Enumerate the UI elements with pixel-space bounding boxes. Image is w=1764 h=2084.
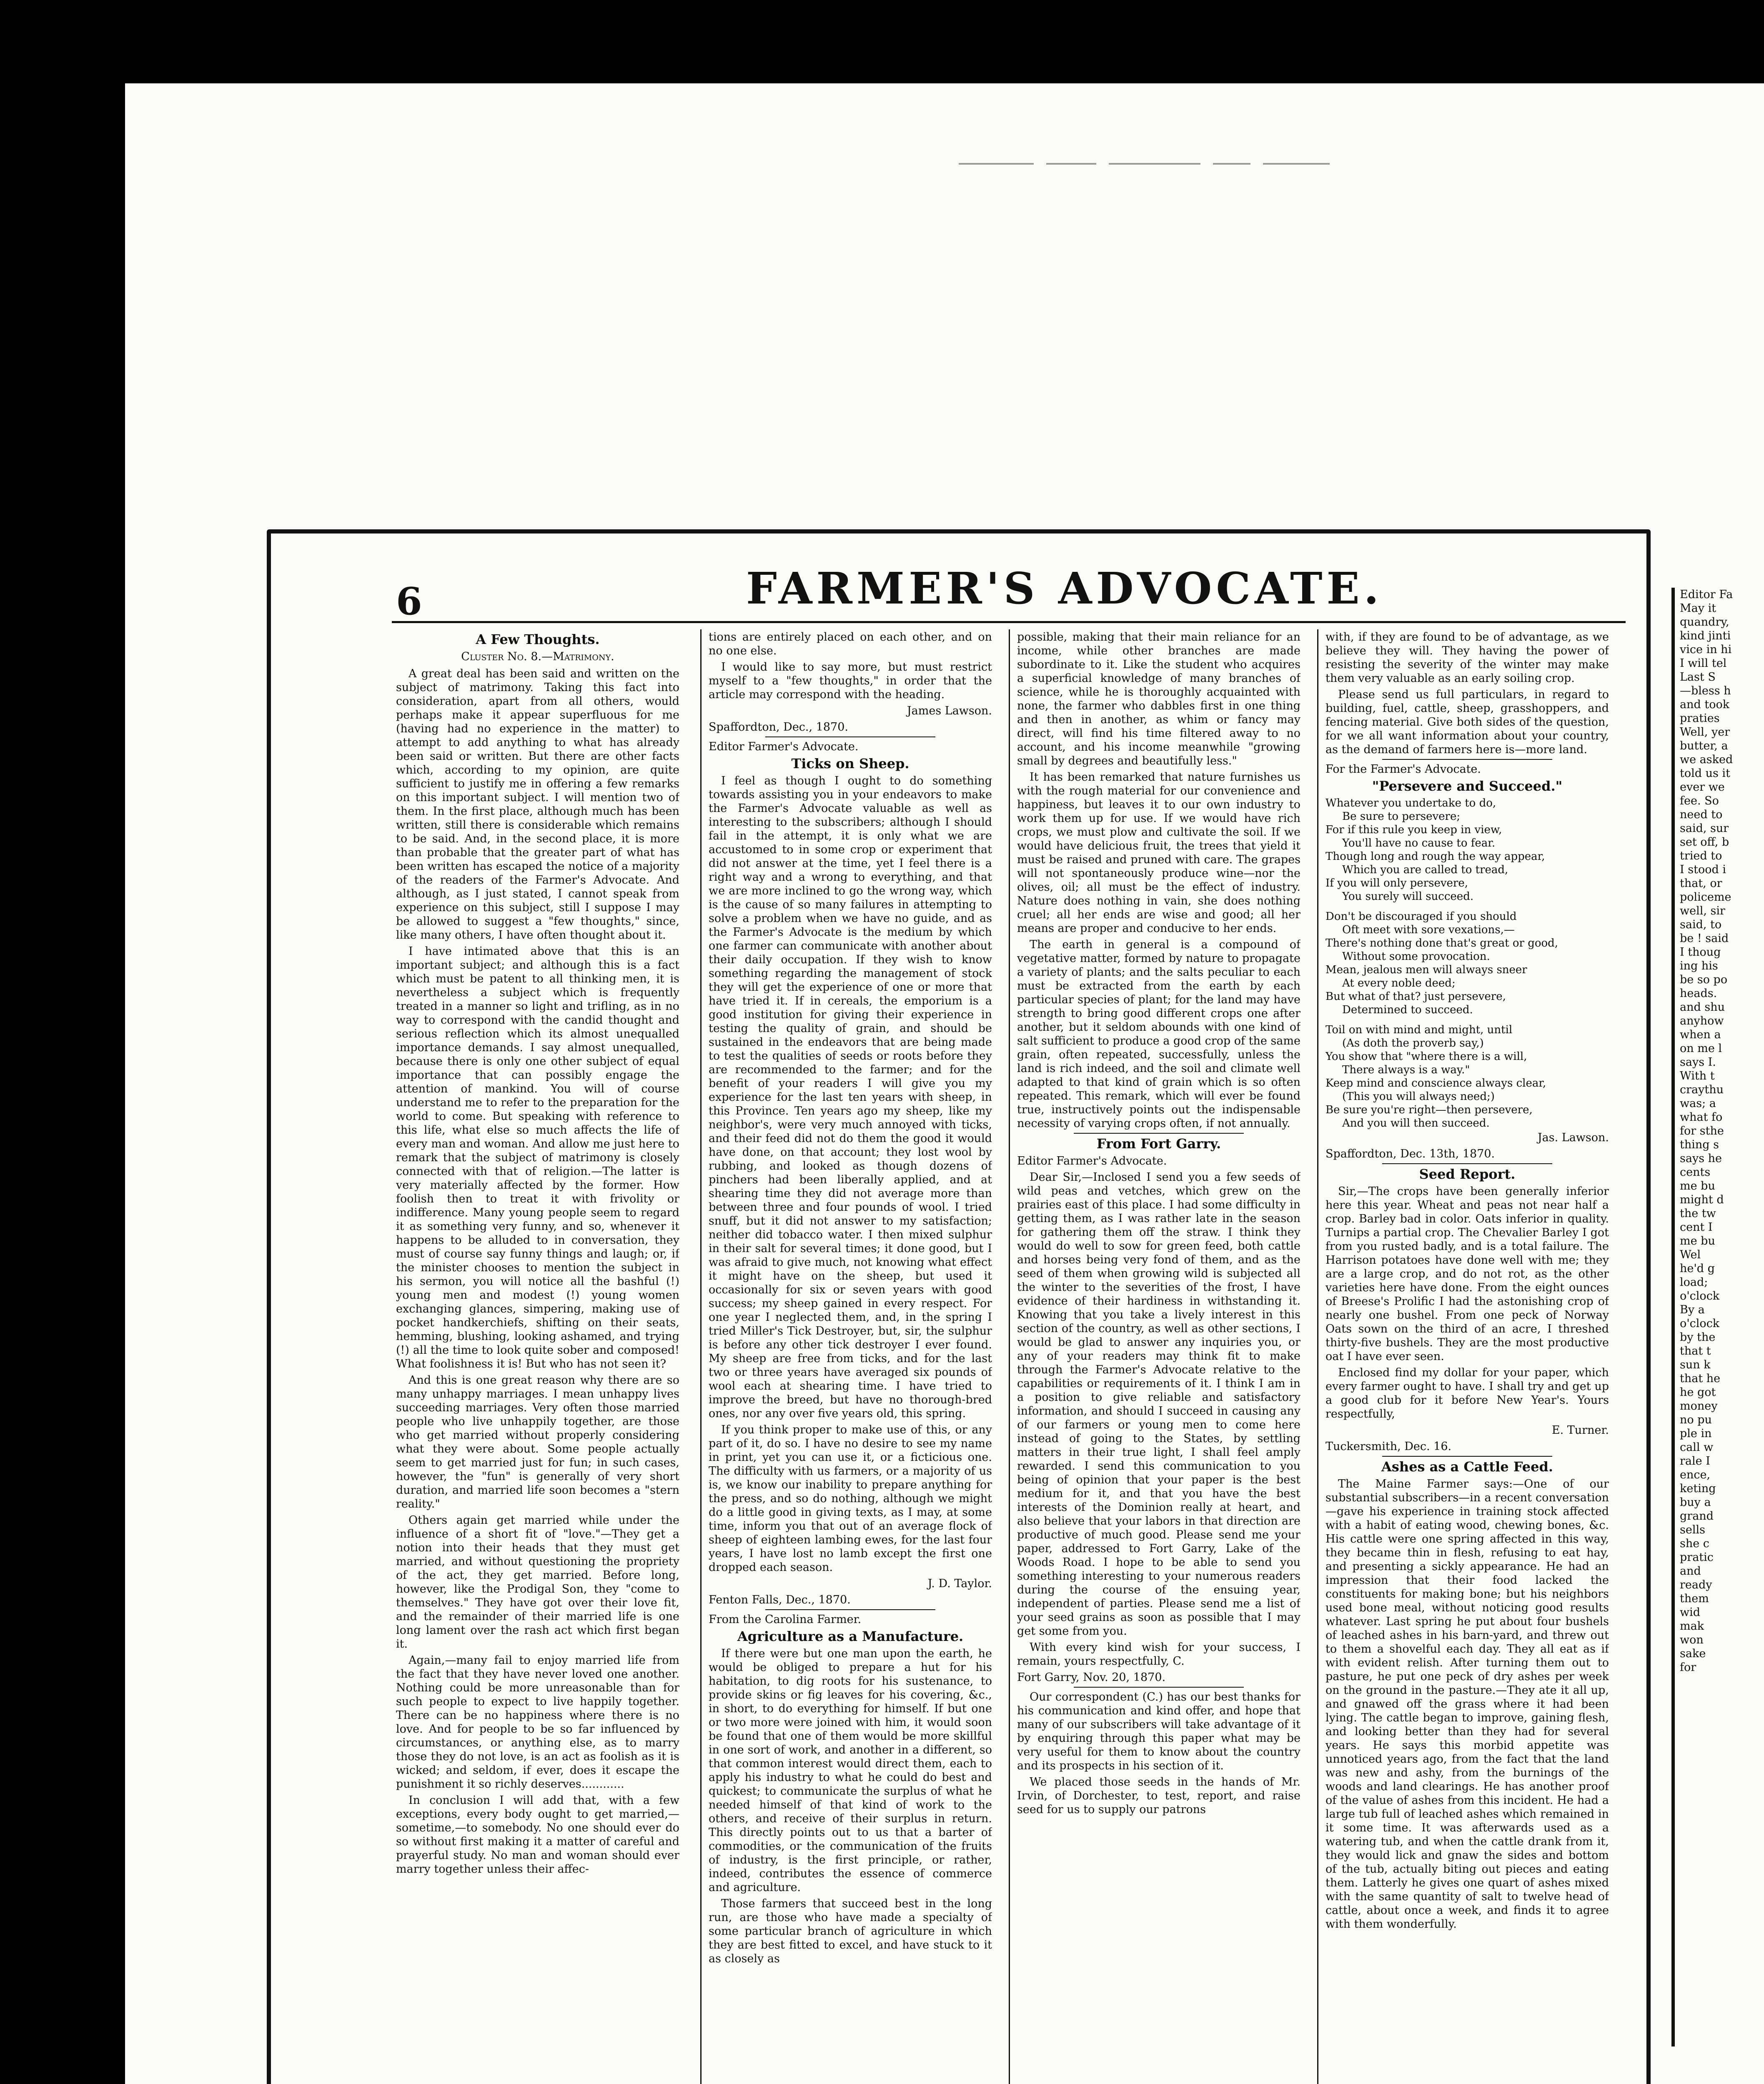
poem-line: Determined to succeed. — [1342, 1004, 1473, 1016]
film-edge-left — [0, 0, 125, 2084]
strip-line: me bu — [1680, 1180, 1715, 1192]
strip-line: was; a — [1680, 1097, 1716, 1110]
strip-line: anyhow — [1680, 1014, 1724, 1027]
poem — [1326, 797, 1609, 1130]
strip-line: said, to — [1680, 918, 1722, 931]
paragraph: Please send us full particulars, in regard to building, fuel, cattle, sheep, grasshoppers, and fencing material. Give both sides of the question, for we all want information about your country, as the demand of farmers here is—more land. — [1326, 688, 1609, 756]
separator — [765, 736, 935, 737]
paragraph: I would like to say more, but must restrict myself to a "few thoughts," in order that the article may correspond with the heading. — [709, 661, 992, 701]
poem-line: Be sure you're right—then persevere, — [1326, 1104, 1533, 1116]
poem-line: Be sure to persevere; — [1342, 810, 1461, 823]
strip-line: o'clock — [1680, 1317, 1720, 1330]
editor-line: Editor Farmer's Advocate. — [709, 740, 859, 753]
strip-line: me bu — [1680, 1235, 1715, 1247]
dateline: Spaffordton, Dec. 13th, 1870. — [1326, 1147, 1495, 1160]
paragraph: with, if they are found to be of advantage, as we believe they will. They having the power of resisting the severity of the winter may make them very valuable as an early soiling crop. — [1326, 631, 1609, 685]
strip-line: said, sur — [1680, 822, 1729, 835]
article-title: From Fort Garry. — [1096, 1136, 1221, 1152]
strip-line: With t — [1680, 1070, 1715, 1082]
strip-line: sake — [1680, 1647, 1706, 1660]
strip-line: on me l — [1680, 1042, 1722, 1055]
strip-line: vice in hi — [1680, 643, 1732, 656]
poem-line: Toil on with mind and might, until — [1326, 1024, 1513, 1036]
strip-line: sun k — [1680, 1358, 1711, 1371]
paragraph: possible, making that their main reliance for an income, while other branches are made subordinate to it. Like the student who acquires a superficial knowledge of many branches of science, while he is thoroughly acquainted with none, the farmer who dabbles first in one thing and then in another, as whim or fancy may direct, will find his time filtered away to no account, and his income meanwhile "growing small by degrees and beautifully less." — [1017, 631, 1300, 767]
strip-line: by the — [1680, 1331, 1716, 1344]
source-line: From the Carolina Farmer. — [709, 1613, 862, 1626]
poem-line: You surely will succeed. — [1342, 890, 1474, 903]
paragraph: Others again get married while under the influence of a short fit of "love."—They get a notion into their heads that they must get married, and without questioning the propriety of the act, they get married. Before long, however, like the Prodigal Son, they "come to themselves." They have got over their love fit, and the remainder of their married life is one long lament over the rash act which first began it. — [396, 1514, 679, 1651]
strip-line: kind jinti — [1680, 629, 1731, 642]
column-2 — [709, 629, 992, 2084]
poem-line: But what of that? just persevere, — [1326, 990, 1506, 1003]
strip-line: ple in — [1680, 1427, 1712, 1440]
strip-line: ready — [1680, 1578, 1712, 1591]
strip-line: craythu — [1680, 1083, 1724, 1096]
paragraph: Those farmers that succeed best in the long run, are those who have made a specialty of some particular branch of agriculture in which they are best fitted to excel, and have stuck to it as closely as — [709, 1897, 992, 1965]
paragraph: In conclusion I will add that, with a few exceptions, every body ought to get married,—sometime,—to somebody. No one should ever do so without first making it a matter of careful and prayerful study. No man and woman should ever marry together unless their affec- — [396, 1794, 679, 1876]
paragraph: With every kind wish for your success, I remain, yours respectfully, C. — [1017, 1641, 1300, 1668]
strip-line: cents — [1680, 1166, 1711, 1179]
strip-line: I will tel — [1680, 657, 1727, 670]
poem-line: Don't be discouraged if you should — [1326, 910, 1517, 923]
strip-line: won — [1680, 1633, 1704, 1646]
separator — [1074, 1133, 1244, 1134]
article-title: Ashes as a Cattle Feed. — [1381, 1459, 1553, 1475]
strip-line: rale I — [1680, 1455, 1710, 1468]
poem-line: And you will then succeed. — [1342, 1117, 1490, 1130]
poem-line: You'll have no cause to fear. — [1342, 837, 1496, 849]
poem-line: Oft meet with sore vexations,— — [1342, 924, 1515, 936]
paragraph: The Maine Farmer says:—One of our substantial subscribers—in a recent conversation—gave his experience in training stock affected with a habit of eating wood, chewing bones, &c. His cattle were one spring affected in this way, they became thin in flesh, refusing to eat hay, and presenting a sickly appearance. He had an impression that their food lacked the constituents for making bone; but his neighbors used bone meal, without noticing good results whatever. Last spring he put about four bushels of leached ashes in his barn-yard, and threw out to them a shovelful each day. They all eat as if with evident relish. After turning them out to pasture, he put one peck of dry ashes per week on the ground in the pasture.—They ate it all up, and gnawed off the grass where it had been lying. The cattle began to improve, gaining flesh, and looking better than they had for several years. He says this morbid appetite was unnoticed years ago, from the fact that the land was new and ashy, from the burnings of the woods and land clearings. He has another proof of the value of ashes from this incident. He had a large tub full of leached ashes which remained in it some time. It was afterwards used as a watering tub, and when the cattle drank from it, they would lick and gnaw the sides and bottom of the tub, actually biting out pieces and eating them. Latterly he gives one quart of ashes mixed with the same quantity of salt to twelve head of cattle, about once a week, and finds it to agree with them wonderfully. — [1326, 1478, 1609, 1931]
strip-line: money — [1680, 1400, 1718, 1413]
strip-line: buy a — [1680, 1496, 1711, 1509]
strip-line: o'clock — [1680, 1290, 1720, 1302]
paragraph: It has been remarked that nature furnishes us with the rough material for our convenience and happiness, but leaves it to our own industry to work them up for use. If we would have rich crops, we must plow and cultivate the soil. If we would have delicious fruit, the trees that yield it must be raised and pruned with care. The grapes will not spontaneously produce wine—nor the olives, oil; all must be the effect of industry. Nature does nothing in vain, she does nothing cruel; all her ends are wise and good; all her means are proper and conducive to her ends. — [1017, 771, 1300, 935]
poem-line: There's nothing done that's great or good, — [1326, 937, 1559, 949]
poem-line: There always is a way." — [1342, 1064, 1470, 1076]
signature: Jas. Lawson. — [1537, 1131, 1609, 1144]
article-title: Ticks on Sheep. — [791, 756, 910, 771]
next-page-strip — [1671, 588, 1764, 2046]
film-edge-top — [0, 0, 1764, 83]
strip-line: Wel — [1680, 1248, 1701, 1261]
strip-line: what fo — [1680, 1111, 1723, 1124]
strip-line: I stood i — [1680, 863, 1726, 876]
strip-line: and — [1680, 1565, 1701, 1578]
masthead-rule — [392, 621, 1626, 623]
strip-line: says he — [1680, 1152, 1722, 1165]
strip-line: ing his — [1680, 959, 1718, 972]
masthead-title: FARMER'S ADVOCATE. — [746, 563, 1383, 614]
strip-line: we asked — [1680, 753, 1733, 766]
strip-line: that he — [1680, 1372, 1721, 1385]
poem-title: "Persevere and Succeed." — [1372, 778, 1563, 794]
signature: J. D. Taylor. — [927, 1577, 992, 1590]
strip-line: May it — [1680, 602, 1716, 615]
strip-line: tried to — [1680, 849, 1722, 862]
poem-line: Though long and rough the way appear, — [1326, 850, 1545, 863]
signature: James Lawson. — [907, 704, 992, 717]
strip-line: quandry, — [1680, 616, 1729, 629]
strip-line: I thoug — [1680, 946, 1721, 959]
strip-line: need to — [1680, 808, 1723, 821]
column-divider — [700, 629, 702, 2084]
separator — [1382, 1163, 1552, 1164]
paragraph: If you think proper to make use of this, or any part of it, do so. I have no desire to see my name in print, yet you can use it, or a ficticious one. The difficulty with us farmers, or a majority of us is, we know our inability to prepare anything for the press, and so do nothing, although we might do a little good in giving texts, as I may, at some time, inform you that out of an average flock of sheep of eighteen lambing ewes, for the last four years, I have lost no lamb except the first one dropped each season. — [709, 1423, 992, 1574]
paragraph: The earth in general is a compound of vegetative matter, formed by nature to propagate a variety of plants; and the salts peculiar to each must be extracted from the earth by each particular species of plant; for the land may have strength to bring good different crops one after another, but it seldom abounds with one kind of salt sufficient to produce a good crop of the same grain, often repeated, successfully, unless the land is rich indeed, and the soil and climate well adapted to that kind of grain which is so often repeated. This remark, which will ever be found true, instructively points out the indispensable necessity of varying crops often, if not annually. — [1017, 938, 1300, 1130]
poem-line: If you will only persevere, — [1326, 877, 1468, 889]
dateline: Fenton Falls, Dec., 1870. — [709, 1593, 851, 1606]
paragraph: tions are entirely placed on each other, and on no one else. — [709, 631, 992, 657]
strip-line: that t — [1680, 1345, 1711, 1358]
strip-line: and shu — [1680, 1001, 1725, 1014]
strip-line: sells — [1680, 1523, 1705, 1536]
separator — [1382, 759, 1552, 760]
paragraph: We placed those seeds in the hands of Mr. Irvin, of Dorchester, to test, report, and raise seed for us to supply our patrons — [1017, 1776, 1300, 1816]
strip-line: the tw — [1680, 1207, 1716, 1220]
poem-line: Mean, jealous men will always sneer — [1326, 964, 1527, 976]
separator — [1382, 1456, 1552, 1457]
strip-line: praties — [1680, 712, 1720, 725]
paragraph: I feel as though I ought to do something towards assisting you in your endeavors to make the Farmer's Advocate valuable as well as interesting to the subscribers; although I should fail in the attempt, it is only what we are accustomed to in some crop or experiment that did not answer at the time, yet I feel there is a right way and a wrong to everything, and that we are more inclined to go the wrong way, which is the cause of so many failures in attempting to solve a problem when we have no guide, and as the Farmer's Advocate is the medium by which one farmer can communicate with another about their daily occupation. If they wish to know something regarding the management of stock they will get the experience of one or more that have tried it. If in cereals, the emporium is a good institution for giving their experience in testing the quality of grain, and should be sustained in the endeavors that are being made to test the qualities of seeds or roots before they are recommended to the farmer; and for the benefit of your readers I will give you my experience for the last ten years with sheep, in this Province. Ten years ago my sheep, like my neighbor's, were very much annoyed with ticks, and their feed did not do them the good it would have done, on that account; they lost wool by rubbing, and looked as though dozens of pinchers had been liberally applied, and at shearing time they did not average more than between three and four pounds of wool. I tried snuff, but it did not answer to my satisfaction; neither did tobacco water. I then mixed sulphur in their salt for several times; it done good, but I was afraid to give much, not knowing what effect it might have on the sheep, but used it occasionally for six or seven years with good success; my sheep gained in every respect. For one year I neglected them, and, in the spring I tried Miller's Tick Destroyer, but, sir, the sulphur is before any other tick destroyer I ever found. My sheep are free from ticks, and for the last two or three years have averaged six pounds of wool each at shearing time. I have tried to improve the breed, but have no thorough-bred ones, nor any over five years old, this spring. — [709, 774, 992, 1420]
editor-line: Editor Farmer's Advocate. — [1017, 1155, 1167, 1167]
strip-line: well, sir — [1680, 904, 1725, 917]
source-line: For the Farmer's Advocate. — [1326, 763, 1481, 776]
strip-line: call w — [1680, 1441, 1714, 1454]
strip-line: pratic — [1680, 1551, 1714, 1564]
strip-line: policeme — [1680, 891, 1731, 904]
article-title: Agriculture as a Manufacture. — [737, 1628, 964, 1644]
strip-line: he got — [1680, 1386, 1716, 1399]
column-divider — [1317, 629, 1318, 2084]
paragraph: Our correspondent (C.) has our best thanks for his communication and kind offer, and hope that many of our subscribers will take advantage of it by enquiring through this paper what may be very useful for them to know about the country and its prospects in his section of it. — [1017, 1691, 1300, 1772]
strip-line: told us it — [1680, 767, 1730, 780]
poem-line: (This you will always need;) — [1342, 1090, 1495, 1103]
strip-line: load; — [1680, 1276, 1708, 1289]
column-1 — [396, 629, 679, 2084]
paragraph: Again,—many fail to enjoy married life from the fact that they have never loved one another. Nothing could be more unreasonable than for such people to expect to live happily together. There can be no happiness where there is no love. And for people to be so far influenced by circumstances, or anything else, as to marry those they do not love, is an act as foolish as it is wicked; and seldom, if ever, does it escape the punishment it so richly deserves............ — [396, 1654, 679, 1791]
column-4 — [1326, 629, 1609, 2084]
page-number: 6 — [396, 579, 422, 624]
strip-line: them — [1680, 1592, 1709, 1605]
poem-line: Whatever you undertake to do, — [1326, 797, 1496, 809]
poem-line: At every noble deed; — [1342, 977, 1456, 989]
poem-line: (As doth the proverb say,) — [1342, 1037, 1484, 1050]
strip-line: By a — [1680, 1303, 1705, 1316]
scan-marks — [959, 158, 1417, 175]
paragraph: If there were but one man upon the earth, he would be obliged to prepare a hut for his habitation, to dig roots for his sustenance, to provide skins or fig leaves for his covering, &c., in short, to do everything for himself. If but one or two more were joined with him, it would soon be found that one of them would be more skillful in one sort of work, and another in a different, so that common interest would direct them, each to apply his industry to what he could do best and quickest; to communicate the surplus of what he needed himself of that kind of work to the others, and receive of their surplus in return. This directly points out to us that a barter of commodities, or the communication of the fruits of industry, is the first principle, or rather, indeed, contributes the essence of commerce and agriculture. — [709, 1647, 992, 1894]
strip-line: might d — [1680, 1193, 1724, 1206]
paragraph: Enclosed find my dollar for your paper, which every farmer ought to have. I shall try and get up a good club for it before New Year's. Yours respectfully, — [1326, 1366, 1609, 1420]
separator — [765, 1609, 935, 1610]
strip-line: and took — [1680, 698, 1730, 711]
poem-line: Which you are called to tread, — [1342, 864, 1508, 876]
strip-line: Editor Fa — [1680, 588, 1733, 601]
strip-line: butter, a — [1680, 739, 1728, 752]
strip-line: be so po — [1680, 973, 1728, 986]
strip-line: says I. — [1680, 1056, 1716, 1069]
separator — [1074, 1687, 1244, 1688]
strip-line: for — [1680, 1661, 1696, 1674]
strip-line: thing s — [1680, 1138, 1719, 1151]
strip-line: keting — [1680, 1482, 1716, 1495]
poem-line: You show that "where there is a will, — [1326, 1050, 1527, 1063]
strip-line: for sthe — [1680, 1125, 1724, 1137]
poem-line: Keep mind and conscience always clear, — [1326, 1077, 1546, 1090]
strip-line: Last S — [1680, 671, 1716, 684]
strip-line: —bless h — [1680, 684, 1731, 697]
strip-line: fee. So — [1680, 794, 1719, 807]
paragraph: Sir,—The crops have been generally inferior here this year. Wheat and peas not near half a crop. Barley bad in color. Oats inferior in quality. Turnips a partial crop. The Chevalier Barley I got from you rusted badly, and is a total failure. The Harrison potatoes have done well with me; they are a large crop, and do not rot, as the other varieties here have done. From the eight ounces of Breese's Prolific I had the astonishing crop of nearly one bushel. From one peck of Norway Oats sown on the third of an acre, I threshed thirty-five bushels. They are the most productive oat I have ever seen. — [1326, 1185, 1609, 1363]
article-title: Seed Report. — [1419, 1166, 1516, 1182]
strip-line: no pu — [1680, 1413, 1712, 1426]
signature: E. Turner. — [1551, 1424, 1609, 1437]
strip-line: grand — [1680, 1510, 1714, 1523]
strip-line: ever we — [1680, 781, 1725, 794]
poem-line: Without some provocation. — [1342, 950, 1490, 963]
strip-line: she c — [1680, 1537, 1709, 1550]
paragraph: Dear Sir,—Inclosed I send you a few seeds of wild peas and vetches, which grew on the prairies east of this place. I had some difficulty in getting them, as I was rather late in the season for gathering them off the straw. I think they would do well to sow for green feed, both cattle and horses being very fond of them, and as the seed of them when growing wild is subjected all the winter to the severities of the frost, I have evidence of their hardiness in withstanding it. Knowing that you take a lively interest in this section of the country, as well as other sections, I would be glad to answer any inquiries you, or any of your readers may think fit to make through the Farmer's Advocate relative to the capabilities or requirements of it. I think I am in a position to give reliable and satisfactory information, and should I succeed in causing any of our farmers or young men to come here instead of going to the States, by settling matters in their true light, I shall feel amply rewarded. I send this communication to you being of opinion that your paper is the best medium for it, and that you have the best interests of the Dominion really at heart, and also believe that your labors in that direction are productive of much good. Please send me your paper, addressed to Fort Garry, Lake of the Woods Road. I hope to be able to send you something interesting to your numerous readers during the course of the ensuing year, independent of parties. Please send me a list of your seed grains as soon as possible that I may get some from you. — [1017, 1171, 1300, 1638]
dateline: Fort Garry, Nov. 20, 1870. — [1017, 1671, 1166, 1684]
strip-line: he'd g — [1680, 1262, 1715, 1275]
strip-line: cent I — [1680, 1221, 1713, 1234]
column-3 — [1017, 629, 1300, 2084]
strip-line: set off, b — [1680, 836, 1729, 849]
article-subtitle: Cluster No. 8.—Matrimony. — [461, 650, 614, 663]
strip-line: mak — [1680, 1620, 1704, 1633]
strip-line: be ! said — [1680, 932, 1729, 945]
strip-line: ence, — [1680, 1468, 1711, 1481]
article-title: A Few Thoughts. — [476, 631, 600, 647]
strip-line: that, or — [1680, 877, 1722, 890]
poem-line: For if this rule you keep in view, — [1326, 824, 1502, 836]
strip-line: wid — [1680, 1606, 1701, 1619]
strip-line: when a — [1680, 1028, 1721, 1041]
paragraph: And this is one great reason why there are so many unhappy marriages. I mean unhappy lives succeeding marriages. Very often those married people who live unhappily together, are those who get married without properly considering what they were about. Some people actually seem to get married just for fun; in such cases, however, the "fun" is generally of very short duration, and married life soon becomes a "stern reality." — [396, 1374, 679, 1510]
dateline: Spaffordton, Dec., 1870. — [709, 721, 848, 734]
column-divider — [1009, 629, 1010, 2084]
strip-line: heads. — [1680, 987, 1717, 1000]
paragraph: I have intimated above that this is an important subject; and although this is a fact which must be patent to all thinking men, it is nevertheless a subject which is frequently treated in a manner so light and trifling, as in no way to correspond with the candid thought and serious reflection which its almost unequalled importance demands. I say almost unequalled, because there is only one other subject of equal importance that can possibly engage the attention of mankind. You will of course understand me to refer to the preparation for the world to come. But speaking with reference to this life, what else so much affects the life of every man and woman. And allow me just here to remark that the subject of matrimony is closely connected with that of religion.—The latter is very materially affected by the former. How foolish then to treat it with frivolity or indifference. Many young people seem to regard it as something very funny, and so, whenever it happens to be alluded to in conversation, they must of course say funny things and laugh; or, if the minister chooses to mention the subject in his sermon, you will notice all the bashful (!) young men and modest (!) young women exchanging glances, simpering, making use of pocket handkerchiefs, shifting on their seats, hemming, blushing, looking ashamed, and trying (!) all the time to look quite sober and composed! What foolishness it is! But who has not seen it? — [396, 945, 679, 1370]
paragraph: A great deal has been said and written on the subject of matrimony. Taking this fact into consideration, apart from all others, would perhaps make it appear superfluous for me (having had no experience in the matter) to attempt to add anything to what has already been said or written. But there are other facts which, according to my opinion, are quite sufficient to justify me in offering a few remarks on this important subject. I will mention two of them. In the first place, although much has been written, still there is considerable which remains to be said. And, in the second place, it is more than probable that the greater part of what has been written has escaped the notice of a majority of the readers of the Farmer's Advocate. And although, as I just stated, I cannot speak from experience on this subject, still I suppose I may be allowed to suggest a "few thoughts," since, like many others, I have often thought about it. — [396, 667, 679, 942]
dateline: Tuckersmith, Dec. 16. — [1326, 1440, 1452, 1453]
strip-line: Well, yer — [1680, 726, 1730, 739]
